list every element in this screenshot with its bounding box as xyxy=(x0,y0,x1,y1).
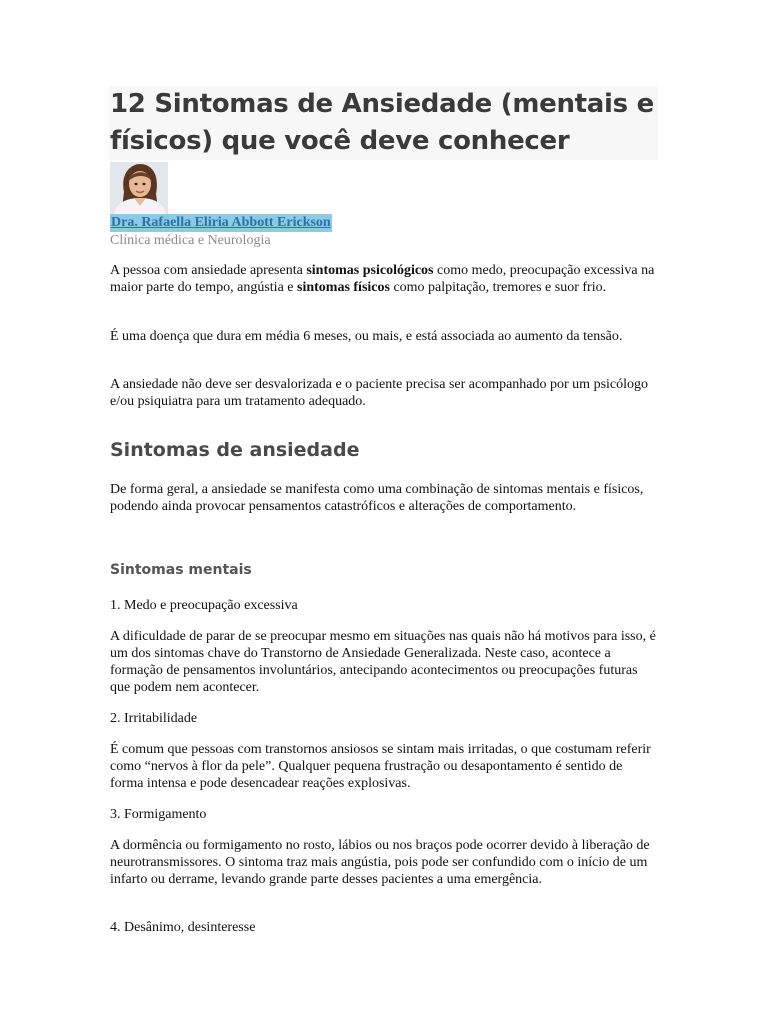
text-run: A pessoa com ansiedade apresenta xyxy=(110,263,307,278)
item-heading-1: 1. Medo e preocupação excessiva xyxy=(110,598,298,613)
author-link[interactable]: Dra. Rafaella Eliria Abbott Erickson xyxy=(111,215,331,230)
item-text-3: A dormência ou formigamento no rosto, lábios ou nos braços pode ocorrer devido à liberação de neurotransmissores. O sintoma traz mais angústia, pois pode ser confundido com o início de um infarto ou derrame, levando grande parte desses pacientes a uma emergência. xyxy=(110,838,650,887)
section-heading: Sintomas de ansiedade xyxy=(110,439,360,461)
item-heading-3: 3. Formigamento xyxy=(110,807,207,822)
item-heading-2: 2. Irritabilidade xyxy=(110,711,198,726)
subsection-heading: Sintomas mentais xyxy=(110,562,252,578)
item-heading-4: 4. Desânimo, desinteresse xyxy=(110,920,256,935)
author-avatar xyxy=(110,162,168,214)
author-specialty: Clínica médica e Neurologia xyxy=(110,233,271,248)
intro-paragraph-3: A ansiedade não deve ser desvalorizada e o paciente precisa ser acompanhado por um psicólogo e/ou psiquiatra para um tratamento adequado. xyxy=(110,377,649,409)
intro-paragraph-2: É uma doença que dura em média 6 meses, ou mais, e está associada ao aumento da tensão. xyxy=(110,329,623,344)
bold-term: sintomas psicológicos xyxy=(306,263,434,278)
section-intro-paragraph: De forma geral, a ansiedade se manifesta como uma combinação de sintomas mentais e físicos, podendo ainda provocar pensamentos catastróficos e alterações de comportamento. xyxy=(110,482,644,514)
author-photo-icon xyxy=(110,162,168,214)
intro-paragraph-1 xyxy=(110,262,658,296)
bold-term: sintomas físicos xyxy=(297,280,390,295)
item-text-2: É comum que pessoas com transtornos ansiosos se sintam mais irritadas, o que costumam referir como “nervos à flor da pele”. Qualquer pequena frustração ou desapontamento é sentido de forma intensa e pode desencadear reações explosivas. xyxy=(110,742,651,791)
item-text-1: A dificuldade de parar de se preocupar mesmo em situações nas quais não há motivos para isso, é um dos sintomas chave do Transtorno de Ansiedade Generalizada. Neste caso, acontece a formação de pensamentos involuntários, antecipando acontecimentos ou preocupações futuras que podem nem acontecer. xyxy=(110,629,656,695)
article-title: 12 Sintomas de Ansiedade (mentais e físicos) que você deve conhecer xyxy=(110,89,654,156)
text-run: como medo, preocupação excessiva na maior parte do tempo, angústia e xyxy=(110,263,655,295)
text-run: como palpitação, tremores e suor frio. xyxy=(389,280,607,295)
